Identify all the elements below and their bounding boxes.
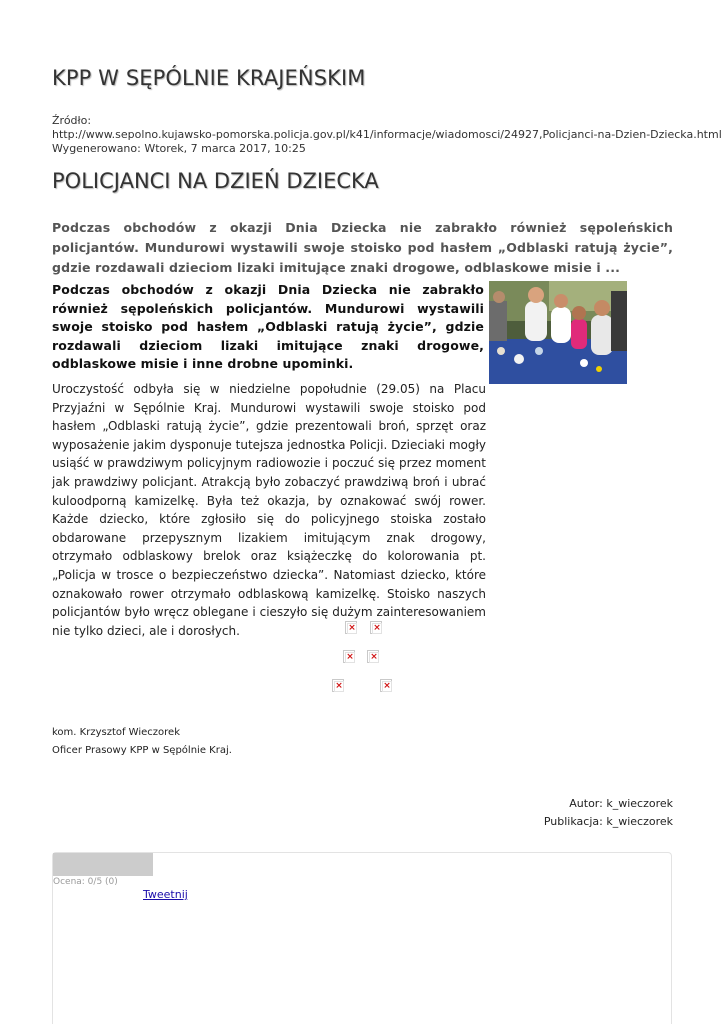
broken-image-icon[interactable]: × <box>343 650 355 663</box>
source-label: Źródło: <box>52 114 92 127</box>
source-url: http://www.sepolno.kujawsko-pomorska.policja.gov.pl/k41/informacje/wiadomosci/24927,Policjanci-na-Dzien-Dziecka.html <box>52 128 722 141</box>
broken-image-icon[interactable]: × <box>370 621 382 634</box>
broken-image-icon[interactable]: × <box>332 679 344 692</box>
generated-date: Wygenerowano: Wtorek, 7 marca 2017, 10:25 <box>52 142 306 155</box>
rating-bar[interactable] <box>53 853 153 876</box>
article-lead: Podczas obchodów z okazji Dnia Dziecka nie zabrakło również sępoleńskich policjantów. Mundurowi wystawili swoje stoisko pod hasłem „Odblaski ratują życie”, gdzie rozdawali dzieciom lizaki imitujące znaki drogowe, odblaskowe misie i ... <box>52 220 673 275</box>
source-info <box>52 114 722 156</box>
broken-image-icon[interactable]: × <box>367 650 379 663</box>
signature-role: Oficer Prasowy KPP w Sępólnie Kraj. <box>52 745 232 756</box>
article-intro: Podczas obchodów z okazji Dnia Dziecka nie zabrakło również sępoleńskich policjantów. Mundurowi wystawili swoje stoisko pod hasłem „Odblaski ratują życie”, gdzie rozdawali dzieciom lizaki imitujące znaki drogowe, odblaskowe misie i inne drobne upominki. <box>52 282 484 371</box>
rating-label: Ocena: 0/5 (0) <box>53 877 118 887</box>
broken-image-icon[interactable]: × <box>345 621 357 634</box>
publication-meta: Publikacja: k_wieczorek <box>543 815 673 828</box>
article-body: Uroczystość odbyła się w niedzielne popołudnie (29.05) na Placu Przyjaźni w Sępólnie Kraj. Mundurowi wystawili swoje stoisko pod hasłem „Odblaski ratują życie”, gdzie prezentowali broń, sprzęt oraz wyposażenie jakim dysponuje tutejsza jednostka Policji. Dzieciaki mogły usiąść w prawdziwym policyjnym radiowozie i poczuć się przez moment jak prawdziwy policjant. Atrakcją było zobaczyć prawdziwą broń i ubrać kuloodporną kamizelkę. Była też okazja, by oznakować swój rower. Każde dziecko, które zgłosiło się do policyjnego stoiska zostało obdarowane przepysznym lizakiem imitującym znak drogowy, otrzymało odblaskowy brelok oraz książeczkę do kolorowania pt. „Policja w trosce o bezpieczeństwo dziecka”. Natomiast dziecko, które oznakowało rower otrzymało odblaskową kamizelkę. Stoisko naszych policjantów było wręcz oblegane i cieszyło się dużym zainteresowaniem nie tylko dzieci, ale i dorosłych. <box>52 382 486 638</box>
article-title: POLICJANCI NA DZIEŃ DZIECKA <box>52 169 379 193</box>
article-photo <box>489 281 627 384</box>
author-meta: Autor: k_wieczorek <box>569 797 673 810</box>
signature-name: kom. Krzysztof Wieczorek <box>52 727 180 738</box>
broken-image-icon[interactable]: × <box>380 679 392 692</box>
site-title: KPP W SĘPÓLNIE KRAJEŃSKIM <box>52 66 366 90</box>
tweet-link[interactable]: Tweetnij <box>143 888 188 901</box>
rating-panel <box>52 852 672 1024</box>
